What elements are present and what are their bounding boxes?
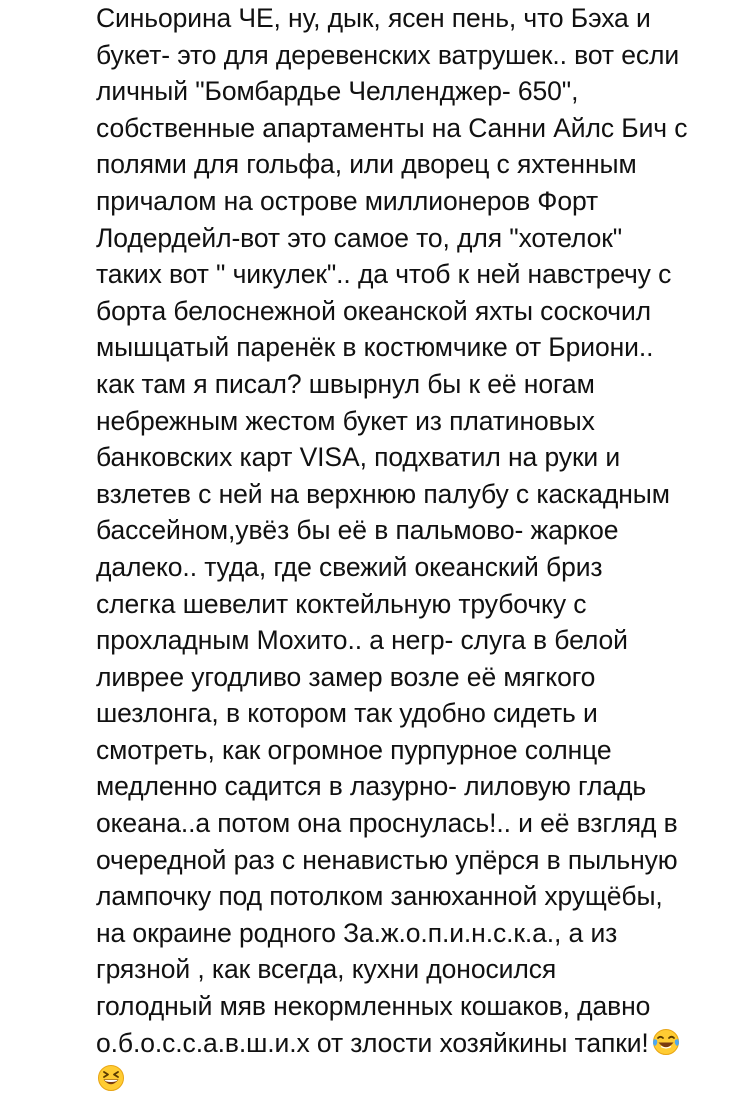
face-with-tears-of-joy-icon (651, 1027, 681, 1057)
message-line: очередной раз с ненавистью упёрся в пыльную (96, 844, 678, 875)
message-line-text: о.б.о.с.с.а.в.ш.и.х от злости хозяйкины тапки! (96, 1027, 649, 1058)
message-line-last (96, 1025, 746, 1062)
message-line: на окраине родного За.ж.о.п.и.н.с.к.а., а из (96, 917, 618, 948)
message-line: причалом на острове миллионеров Форт (96, 185, 599, 216)
message-line: букет- это для деревенских ватрушек.. вот если (96, 39, 680, 70)
message-line: бассейном,увёз бы её в пальмово- жаркое (96, 515, 619, 546)
message-line: ливрее угодливо замер возле её мягкого (96, 661, 596, 692)
message-line: смотреть, как огромное пурпурное солнце (96, 734, 612, 765)
message-line: Лодердейл-вот это самое то, для "хотелок" (96, 222, 623, 253)
message-line: банковских карт VISA, подхватил на руки и (96, 442, 621, 473)
message-line: грязной , как всегда, кухни доносился (96, 954, 557, 985)
message-line: шезлонга, в котором так удобно сидеть и (96, 698, 598, 729)
message-line: собственные апартаменты на Санни Айлс Бич с (96, 112, 688, 143)
message-line: голодный мяв некормленных кошаков, давно (96, 991, 651, 1022)
message-line: медленно садится в лазурно- лиловую гладь (96, 771, 647, 802)
message-line: полями для гольфа, или дворец с яхтенным (96, 149, 637, 180)
message-line: борта белоснежной океанской яхты соскочил (96, 295, 652, 326)
grinning-squinting-face-icon (96, 1063, 126, 1093)
message-line: слегка шевелит коктейльную трубочку с (96, 588, 587, 619)
message-line-emoji (96, 1061, 746, 1098)
message-line: прохладным Мохито.. а негр- слуга в белой (96, 625, 628, 656)
message-line: лампочку под потолком занюханной хрущёбы, (96, 881, 663, 912)
message-line: таких вот " чикулек".. да чтоб к ней навстречу с (96, 259, 672, 290)
message-line: далеко.. туда, где свежий океанский бриз (96, 551, 603, 582)
message-line: Синьорина ЧЕ, ну, дык, ясен пень, что Бэха и (96, 3, 651, 33)
message-line: личный "Бомбардье Челленджер- 650", (96, 76, 579, 107)
message-line: мышцатый паренёк в костюмчике от Бриони.. (96, 332, 654, 363)
message-line: океана..а потом она проснулась!.. и её взгляд в (96, 808, 678, 839)
message-line: как там я писал? швырнул бы к её ногам (96, 368, 595, 399)
message-line: взлетев с ней на верхнюю палубу с каскадным (96, 478, 670, 509)
message-line: небрежным жестом букет из платиновых (96, 405, 595, 436)
message-text (96, 0, 746, 1098)
